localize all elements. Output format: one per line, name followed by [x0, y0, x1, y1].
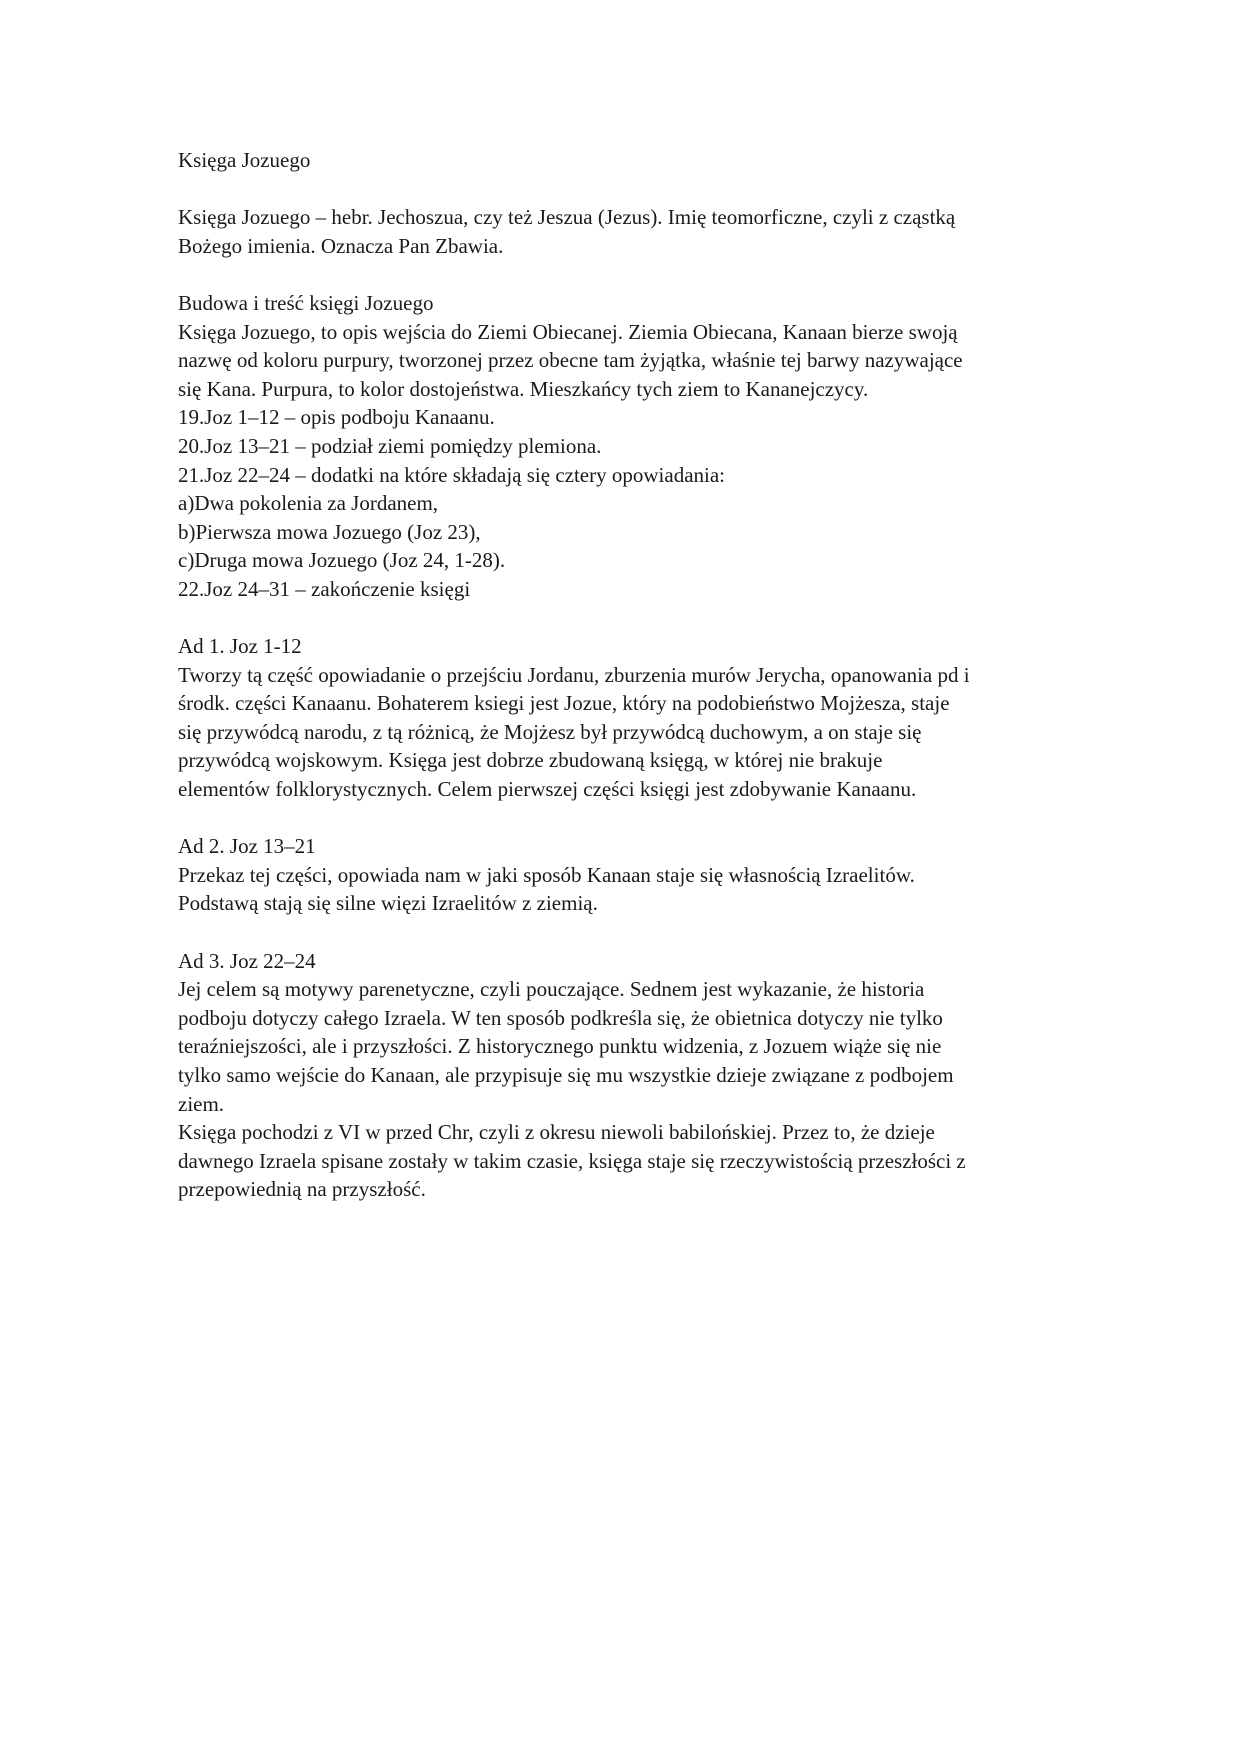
- text-line: środk. części Kanaanu. Bohaterem ksiegi jest Jozue, który na podobieństwo Mojżesza, staje: [178, 691, 950, 716]
- list-item: b)Pierwsza mowa Jozuego (Joz 23),: [178, 519, 481, 544]
- text-line: podboju dotyczy całego Izraela. W ten sposób podkreśla się, że obietnica dotyczy nie tylko: [178, 1005, 943, 1030]
- section-heading: Ad 1. Joz 1-12: [178, 634, 302, 659]
- text-line: się Kana. Purpura, to kolor dostojeństwa. Mieszkańcy tych ziem to Kananejczycy.: [178, 376, 869, 401]
- section-heading: Budowa i treść księgi Jozuego: [178, 290, 434, 315]
- list-item: 19.Joz 1–12 – opis podboju Kanaanu.: [178, 405, 495, 430]
- section-ad1: [178, 632, 1138, 804]
- text-line: teraźniejszości, ale i przyszłości. Z historycznego punktu widzenia, z Jozuem wiąże się nie: [178, 1034, 942, 1059]
- intro-paragraph: [178, 203, 1138, 260]
- text-line: Przekaz tej części, opowiada nam w jaki sposób Kanaan staje się własnością Izraelitów.: [178, 862, 915, 887]
- paragraph-gap: [178, 804, 1138, 833]
- text-line: tylko samo wejście do Kanaan, ale przypisuje się mu wszystkie dzieje związane z podbojem: [178, 1063, 954, 1087]
- paragraph-gap: [178, 260, 1138, 289]
- list-item: c)Druga mowa Jozuego (Joz 24, 1-28).: [178, 548, 506, 573]
- document-page: [178, 146, 1138, 1204]
- text-line: Jej celem są motywy parenetyczne, czyli pouczające. Sednem jest wykazanie, że historia: [178, 977, 925, 1002]
- text-line: Księga Jozuego – hebr. Jechoszua, czy też Jeszua (Jezus). Imię teomorficzne, czyli z cząstką: [178, 205, 956, 230]
- paragraph-gap: [178, 604, 1138, 633]
- text-line: Księga Jozuego, to opis wejścia do Ziemi Obiecanej. Ziemia Obiecana, Kanaan bierze swoją: [178, 319, 958, 344]
- document-title: Księga Jozuego: [178, 148, 311, 172]
- section-ad2: [178, 832, 1138, 918]
- list-item: 22.Joz 24–31 – zakończenie księgi: [178, 576, 471, 601]
- text-line: przywódcą wojskowym. Księga jest dobrze zbudowaną księgą, w której nie brakuje: [178, 748, 883, 773]
- text-line: Podstawą stają się silne więzi Izraelitów z ziemią.: [178, 891, 598, 916]
- text-line: nazwę od koloru purpury, tworzonej przez obecne tam żyjątka, właśnie tej barwy nazywające: [178, 348, 963, 373]
- section-ad3: [178, 947, 1138, 1204]
- text-line: się przywódcą narodu, z tą różnicą, że Mojżesz był przywódcą duchowym, a on staje się: [178, 719, 922, 744]
- text-line: dawnego Izraela spisane zostały w takim czasie, księga staje się rzeczywistością przeszłości z: [178, 1148, 966, 1173]
- text-line: Bożego imienia. Oznacza Pan Zbawia.: [178, 233, 504, 258]
- text-line: ziem.: [178, 1091, 225, 1116]
- paragraph-gap: [178, 918, 1138, 947]
- section-heading: Ad 2. Joz 13–21: [178, 834, 316, 859]
- list-item: a)Dwa pokolenia za Jordanem,: [178, 491, 439, 516]
- list-item: 20.Joz 13–21 – podział ziemi pomiędzy plemiona.: [178, 433, 602, 458]
- section-budowa: [178, 289, 1138, 604]
- text-line: elementów folklorystycznych. Celem pierwszej części księgi jest zdobywanie Kanaanu.: [178, 777, 917, 802]
- paragraph-gap: [178, 175, 1138, 204]
- text-line: Księga pochodzi z VI w przed Chr, czyli z okresu niewoli babilońskiej. Przez to, że dzieje: [178, 1120, 935, 1145]
- list-item: 21.Joz 22–24 – dodatki na które składają się cztery opowiadania:: [178, 462, 726, 487]
- section-heading: Ad 3. Joz 22–24: [178, 948, 316, 973]
- text-line: przepowiednią na przyszłość.: [178, 1177, 426, 1202]
- text-line: Tworzy tą część opowiadanie o przejściu Jordanu, zburzenia murów Jerycha, opanowania pd i: [178, 662, 970, 687]
